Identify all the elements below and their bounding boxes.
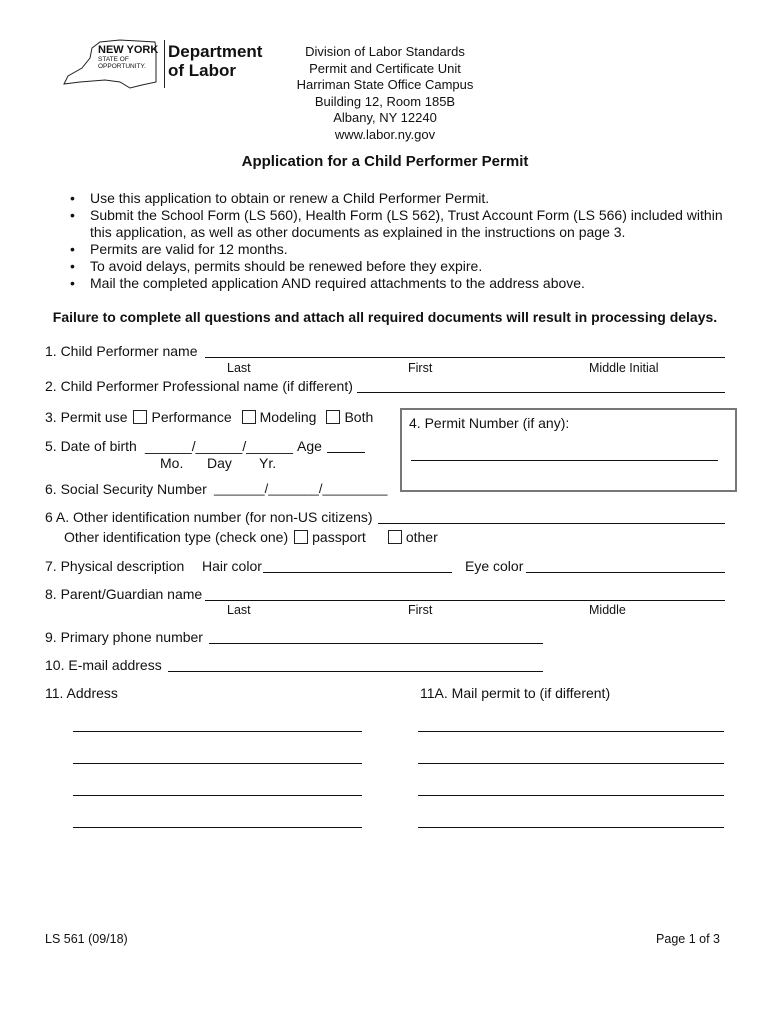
q11a-label: 11A. Mail permit to (if different)	[420, 685, 611, 701]
address-line: Harriman State Office Campus	[296, 77, 474, 92]
logo-divider	[164, 40, 165, 88]
q6-label: 6. Social Security Number	[45, 481, 207, 497]
q4-label: 4. Permit Number (if any):	[409, 415, 570, 431]
address-line-input[interactable]	[73, 763, 362, 764]
warning-text: Failure to complete all questions and attach all required documents will result in processing delays.	[52, 309, 718, 325]
hair-color-label: Hair color	[202, 558, 262, 574]
age-input[interactable]	[327, 452, 365, 453]
q1-label: 1. Child Performer name	[45, 343, 198, 359]
passport-checkbox[interactable]	[294, 530, 308, 544]
mail-address-line-input[interactable]	[418, 827, 724, 828]
logo-dept: Department	[168, 42, 263, 61]
sublabel-last: Last	[227, 361, 251, 375]
q2-label: 2. Child Performer Professional name (if different)	[45, 378, 353, 394]
eye-color-input[interactable]	[526, 572, 725, 573]
other-checkbox[interactable]	[388, 530, 402, 544]
sublabel-year: Yr.	[259, 455, 277, 471]
hair-color-input[interactable]	[263, 572, 452, 573]
mail-address-line-input[interactable]	[418, 763, 724, 764]
list-item: • Permits are valid for 12 months.	[70, 241, 730, 258]
address-line: Permit and Certificate Unit	[309, 60, 461, 76]
form-id: LS 561 (09/18)	[45, 932, 128, 946]
sublabel-month: Mo.	[160, 455, 184, 471]
both-checkbox[interactable]	[326, 410, 340, 424]
q6a-label: 6 A. Other identification number (for non-US citizens)	[45, 509, 373, 525]
child-name-input[interactable]	[205, 357, 725, 358]
address-line: Albany, NY 12240	[333, 110, 437, 125]
q8-label: 8. Parent/Guardian name	[45, 586, 203, 602]
list-item: • To avoid delays, permits should be renewed before they expire.	[70, 258, 730, 275]
instructions-list	[70, 190, 730, 292]
sublabel-day: Day	[207, 455, 232, 471]
id-type-label: Other identification type (check one)	[64, 529, 289, 545]
email-input[interactable]	[168, 671, 543, 672]
permit-number-input[interactable]	[411, 460, 718, 461]
guardian-name-input[interactable]	[205, 600, 725, 601]
eye-color-label: Eye color	[465, 558, 524, 574]
performance-label: Performance	[151, 409, 232, 425]
sublabel-middle-initial: Middle Initial	[589, 361, 659, 375]
q3-permit-use	[45, 408, 373, 426]
page-number: Page 1 of 3	[656, 932, 720, 946]
website-link[interactable]: www.labor.ny.gov	[334, 126, 436, 142]
modeling-label: Modeling	[259, 409, 317, 425]
performance-checkbox[interactable]	[133, 410, 147, 424]
address-line: Division of Labor Standards	[305, 44, 465, 59]
id-type-row	[64, 528, 438, 546]
address-line: Building 12, Room 185B	[314, 93, 456, 109]
list-item: • Use this application to obtain or renew a Child Performer Permit.	[70, 190, 730, 207]
agency-address	[280, 44, 490, 143]
mail-address-line-input[interactable]	[418, 731, 724, 732]
page-title: Application for a Child Performer Permit	[241, 153, 529, 170]
ssn-input[interactable]: _______/_______/_________	[214, 481, 388, 496]
phone-input[interactable]	[209, 643, 543, 644]
logo-state: NEW YORK	[98, 44, 159, 56]
logo-tagline: STATE OF	[98, 56, 129, 63]
q7-label: 7. Physical description	[45, 558, 185, 574]
both-label: Both	[344, 409, 374, 425]
sublabel-first: First	[408, 361, 433, 375]
professional-name-input[interactable]	[357, 392, 725, 393]
mail-address-line-input[interactable]	[418, 795, 724, 796]
sublabel-middle: Middle	[589, 603, 626, 617]
q11-label: 11. Address	[45, 685, 118, 701]
q10-label: 10. E-mail address	[45, 657, 162, 673]
other-label: other	[405, 529, 438, 545]
sublabel-last: Last	[227, 603, 251, 617]
q9-label: 9. Primary phone number	[45, 629, 203, 645]
permit-number-box	[400, 408, 737, 492]
dob-separators: ______/______/______	[145, 438, 293, 454]
logo-dept: of Labor	[168, 61, 236, 80]
passport-label: passport	[312, 529, 366, 545]
address-line-input[interactable]	[73, 731, 362, 732]
other-id-input[interactable]	[378, 523, 725, 524]
address-line-input[interactable]	[73, 795, 362, 796]
q5-label: 5. Date of birth	[45, 438, 137, 454]
age-label: Age	[297, 438, 322, 454]
list-item: • Mail the completed application AND required attachments to the address above.	[70, 275, 730, 292]
logo-tagline: OPPORTUNITY.	[98, 63, 146, 70]
modeling-checkbox[interactable]	[242, 410, 256, 424]
list-item: • Submit the School Form (LS 560), Health Form (LS 562), Trust Account Form (LS 566) included within this application, as well as other documents as explained in the instructions on page 3.	[70, 207, 730, 241]
address-line-input[interactable]	[73, 827, 362, 828]
q3-label: 3. Permit use	[45, 409, 128, 425]
nys-dol-logo	[60, 38, 270, 90]
sublabel-first: First	[408, 603, 433, 617]
